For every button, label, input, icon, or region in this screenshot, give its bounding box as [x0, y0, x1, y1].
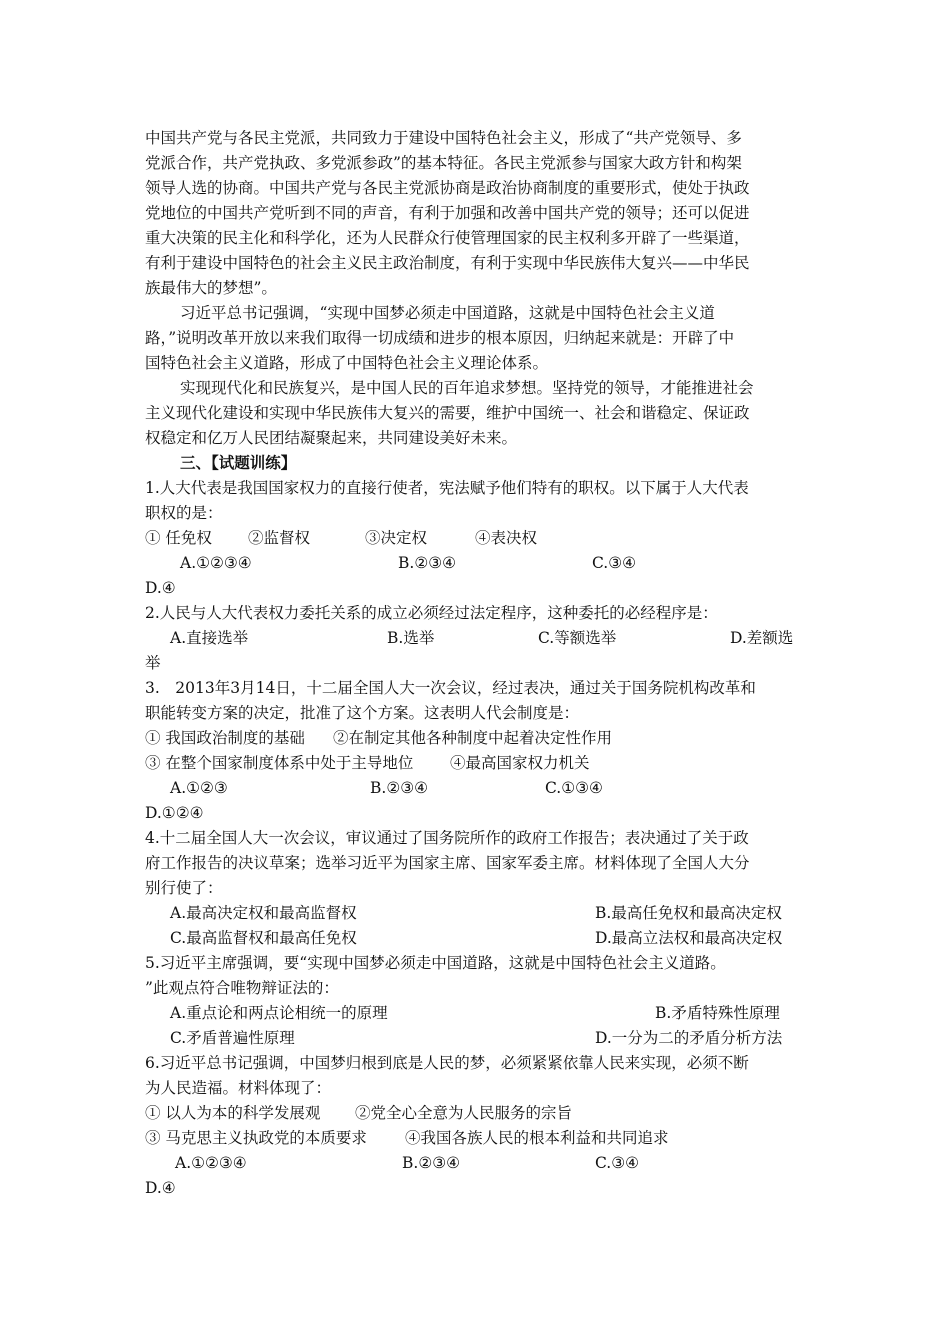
intro-line: 党地位的中国共产党听到不同的声音，有利于加强和改善中国共产党的领导；还可以促进 — [145, 204, 750, 222]
q2-option-a: A.直接选举 — [170, 629, 249, 647]
q1-item: ②监督权 — [248, 529, 311, 547]
q4-option-c: C.最高监督权和最高任免权 — [170, 929, 357, 947]
q1-item: ① 任免权 — [145, 529, 212, 547]
q1-option-c: C.③④ — [592, 554, 637, 572]
q3-item: ②在制定其他各种制度中起着决定性作用 — [333, 729, 613, 747]
q1-option-a: A.①②③④ — [180, 554, 252, 572]
q5-option-c: C.矛盾普遍性原理 — [170, 1029, 295, 1047]
intro-line: 领导人选的协商。中国共产党与各民主党派协商是政治协商制度的重要形式，使处于执政 — [145, 179, 750, 197]
q6-stem: 6.习近平总书记强调，中国梦归根到底是人民的梦，必须紧紧依靠人民来实现，必须不断 — [145, 1054, 749, 1072]
q5-option-a: A.重点论和两点论相统一的原理 — [170, 1004, 388, 1022]
q6-item: ②党全心全意为人民服务的宗旨 — [355, 1104, 573, 1122]
q3-option-a: A.①②③ — [170, 779, 228, 797]
q4-option-b: B.最高任免权和最高决定权 — [595, 904, 782, 922]
q6-option-c: C.③④ — [595, 1154, 640, 1172]
q3-stem: 职能转变方案的决定，批准了这个方案。这表明人代会制度是： — [145, 704, 580, 722]
q1-option-d: D.④ — [145, 579, 176, 597]
q3-option-c: C.①③④ — [545, 779, 603, 797]
intro-line: 有利于建设中国特色的社会主义民主政治制度，有利于实现中华民族伟大复兴——中华民 — [145, 254, 750, 272]
q6-option-b: B.②③④ — [402, 1154, 461, 1172]
para3-line: 主义现代化建设和实现中华民族伟大复兴的需要，维护中国统一、社会和谐稳定、保证政 — [145, 404, 750, 422]
q1-stem: 1.人大代表是我国国家权力的直接行使者，宪法赋予他们特有的职权。以下属于人大代表 — [145, 479, 749, 497]
q3-item: ④最高国家权力机关 — [450, 754, 590, 772]
q6-item: ④我国各族人民的根本利益和共同追求 — [405, 1129, 669, 1147]
q6-option-d: D.④ — [145, 1179, 176, 1197]
q1-item: ③决定权 — [365, 529, 428, 547]
q5-stem: ”此观点符合唯物辩证法的： — [145, 979, 339, 997]
para3-line: 权稳定和亿万人民团结凝聚起来，共同建设美好未来。 — [145, 429, 518, 447]
q3-item: ③ 在整个国家制度体系中处于主导地位 — [145, 754, 414, 772]
q4-stem: 4.十二届全国人大一次会议，审议通过了国务院所作的政府工作报告；表决通过了关于政 — [145, 829, 749, 847]
intro-line: 族最伟大的梦想”。 — [145, 279, 277, 297]
intro-line: 重大决策的民主化和科学化，还为人民群众行使管理国家的民主权利多开辟了一些渠道， — [145, 229, 750, 247]
para2-line: 路，”说明改革开放以来我们取得一切成绩和进步的根本原因，归纳起来就是：开辟了中 — [145, 329, 735, 347]
q5-stem: 5.习近平主席强调，要“实现中国梦必须走中国道路，这就是中国特色社会主义道路。 — [145, 954, 726, 972]
q5-option-d: D.一分为二的矛盾分析方法 — [595, 1029, 783, 1047]
q2-option-c: C.等额选举 — [538, 629, 617, 647]
q4-stem: 府工作报告的决议草案；选举习近平为国家主席、国家军委主席。材料体现了全国人大分 — [145, 854, 750, 872]
q3-item: ① 我国政治制度的基础 — [145, 729, 305, 747]
section-title: 三、【试题训练】 — [180, 453, 297, 472]
q2-stem: 2.人民与人大代表权力委托关系的成立必须经过法定程序，这种委托的必经程序是： — [145, 604, 718, 622]
q6-item: ① 以人为本的科学发展观 — [145, 1104, 321, 1122]
q6-item: ③ 马克思主义执政党的本质要求 — [145, 1129, 367, 1147]
q1-stem: 职权的是： — [145, 504, 223, 522]
q3-stem: 3. 2013年3月14日，十二届全国人大一次会议，经过表决，通过关于国务院机构改革和 — [145, 679, 756, 697]
q2-option-b: B.选举 — [387, 629, 435, 647]
para2-line: 习近平总书记强调，“实现中国梦必须走中国道路，这就是中国特色社会主义道 — [180, 304, 715, 322]
q6-option-a: A.①②③④ — [175, 1154, 247, 1172]
q2-option-d-wrap: 举 — [145, 654, 161, 672]
para3-line: 实现现代化和民族复兴，是中国人民的百年追求梦想。坚持党的领导，才能推进社会 — [180, 379, 754, 397]
q3-option-b: B.②③④ — [370, 779, 429, 797]
q2-option-d: D.差额选 — [730, 629, 794, 647]
intro-line: 党派合作，共产党执政、多党派参政”的基本特征。各民主党派参与国家大政方针和构架 — [145, 154, 742, 172]
intro-line: 中国共产党与各民主党派，共同致力于建设中国特色社会主义，形成了“共产党领导、多 — [145, 129, 742, 147]
q4-option-d: D.最高立法权和最高决定权 — [595, 929, 783, 947]
q1-item: ④表决权 — [475, 529, 538, 547]
q4-stem: 别行使了： — [145, 879, 223, 897]
q1-option-b: B.②③④ — [398, 554, 457, 572]
q6-stem: 为人民造福。材料体现了： — [145, 1079, 332, 1097]
q3-option-d: D.①②④ — [145, 804, 204, 822]
q4-option-a: A.最高决定权和最高监督权 — [170, 904, 357, 922]
q5-option-b: B.矛盾特殊性原理 — [655, 1004, 780, 1022]
para2-line: 国特色社会主义道路，形成了中国特色社会主义理论体系。 — [145, 354, 549, 372]
